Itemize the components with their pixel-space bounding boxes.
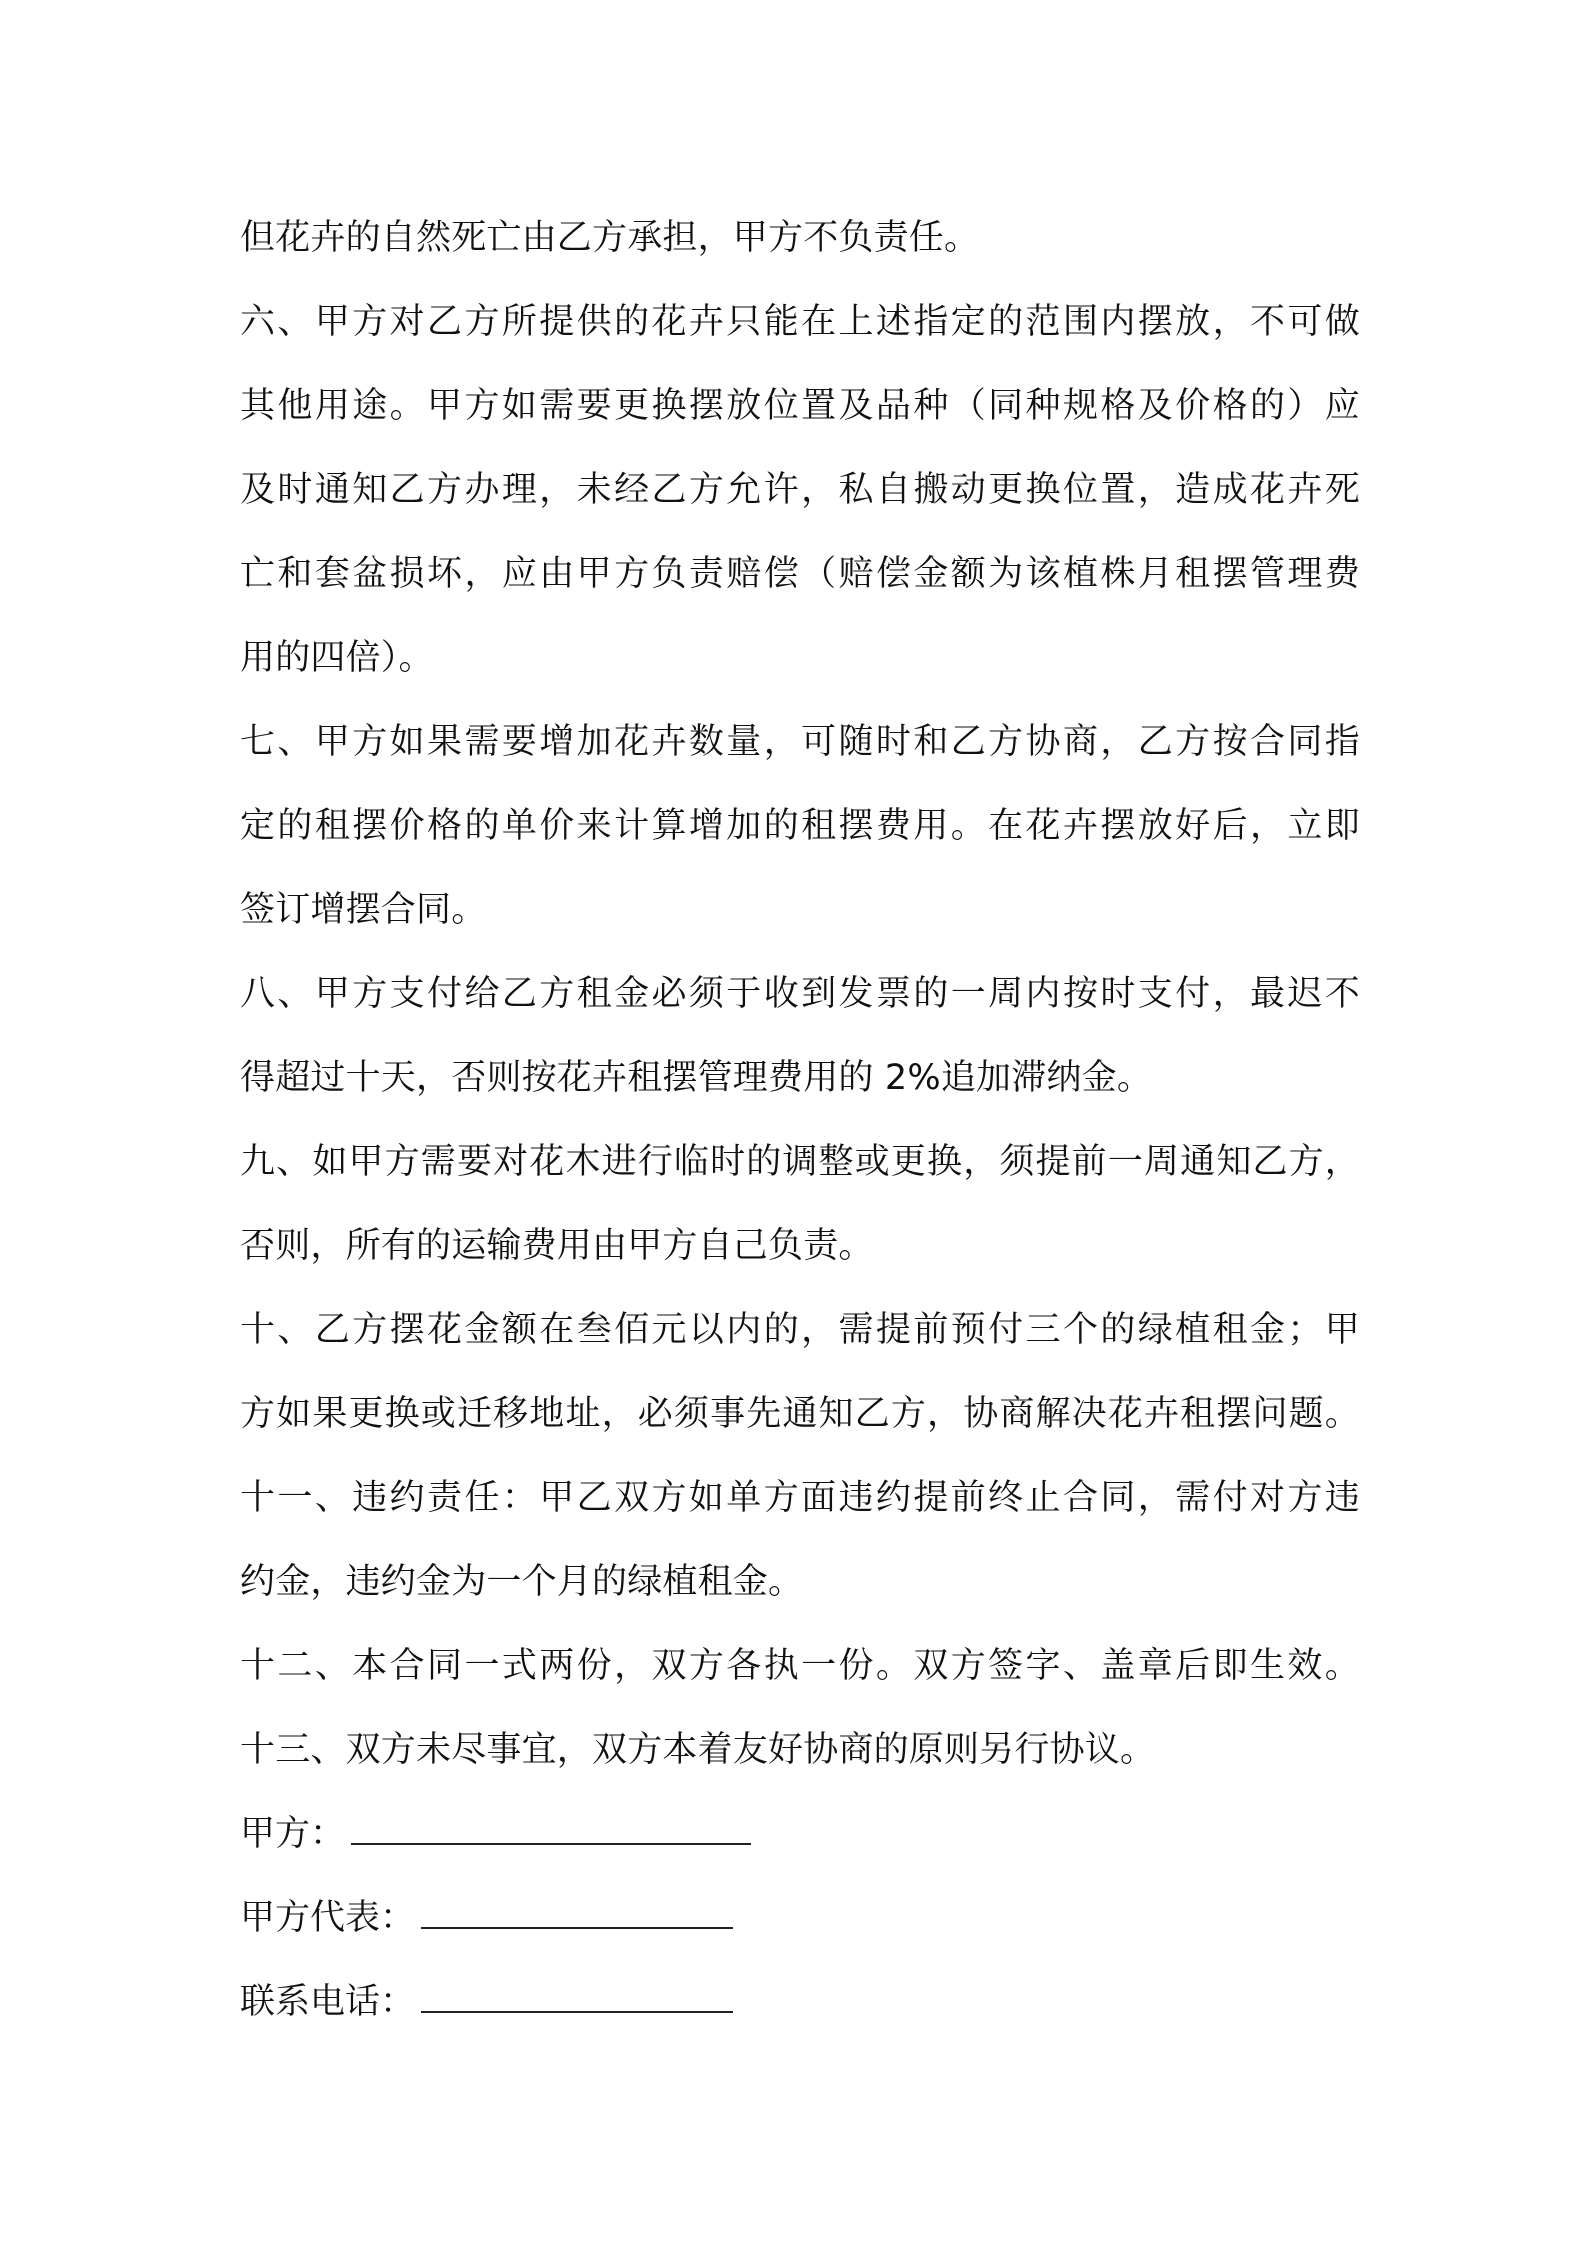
- contract-line: 十三、双方未尽事宜，双方本着友好协商的原则另行协议。: [240, 1730, 1156, 1770]
- contract-line: 及时通知乙方办理，未经乙方允许，私自搬动更换位置，造成花卉死: [240, 470, 1360, 510]
- contract-line: 签订增摆合同。: [240, 890, 487, 930]
- contract-line: 约金，违约金为一个月的绿植租金。: [240, 1562, 804, 1602]
- contract-line: 十、乙方摆花金额在叁佰元以内的，需提前预付三个的绿植租金；甲: [240, 1310, 1360, 1350]
- contract-line: 否则，所有的运输费用由甲方自己负责。: [240, 1226, 874, 1266]
- contract-line: 定的租摆价格的单价来计算增加的租摆费用。在花卉摆放好后，立即: [240, 806, 1360, 846]
- contract-line: 九、如甲方需要对花木进行临时的调整或更换，须提前一周通知乙方，: [240, 1142, 1360, 1182]
- contract-line: 八、甲方支付给乙方租金必须于收到发票的一周内按时支付，最迟不: [240, 974, 1360, 1014]
- party-a-label: 甲方：: [240, 1814, 346, 1854]
- phone-blank-line: [421, 1977, 733, 2013]
- contract-line: 七、甲方如果需要增加花卉数量，可随时和乙方协商，乙方按合同指: [240, 722, 1360, 762]
- phone-label: 联系电话：: [240, 1982, 416, 2022]
- contract-line: 十二、本合同一式两份，双方各执一份。双方签字、盖章后即生效。: [240, 1646, 1360, 1686]
- party-a-rep-label: 甲方代表：: [240, 1898, 416, 1938]
- contract-body: [240, 196, 1360, 2044]
- party-a-rep-signature-row: [240, 1876, 1360, 1960]
- party-a-signature-row: [240, 1792, 1360, 1876]
- contract-line: 得超过十天，否则按花卉租摆管理费用的 2%追加滞纳金。: [240, 1058, 1153, 1098]
- contract-line: 但花卉的自然死亡由乙方承担，甲方不负责任。: [240, 218, 980, 258]
- contract-line: 十一、违约责任：甲乙双方如单方面违约提前终止合同，需付对方违: [240, 1478, 1360, 1518]
- contract-line: 其他用途。甲方如需要更换摆放位置及品种（同种规格及价格的）应: [240, 386, 1360, 426]
- party-a-rep-blank-line: [421, 1893, 733, 1929]
- phone-signature-row: [240, 1960, 1360, 2044]
- contract-line: 六、甲方对乙方所提供的花卉只能在上述指定的范围内摆放，不可做: [240, 302, 1360, 342]
- contract-line: 用的四倍）。: [240, 638, 434, 678]
- contract-line: 方如果更换或迁移地址，必须事先通知乙方，协商解决花卉租摆问题。: [240, 1394, 1360, 1434]
- contract-line: 亡和套盆损坏，应由甲方负责赔偿（赔偿金额为该植株月租摆管理费: [240, 554, 1360, 594]
- party-a-blank-line: [351, 1809, 751, 1845]
